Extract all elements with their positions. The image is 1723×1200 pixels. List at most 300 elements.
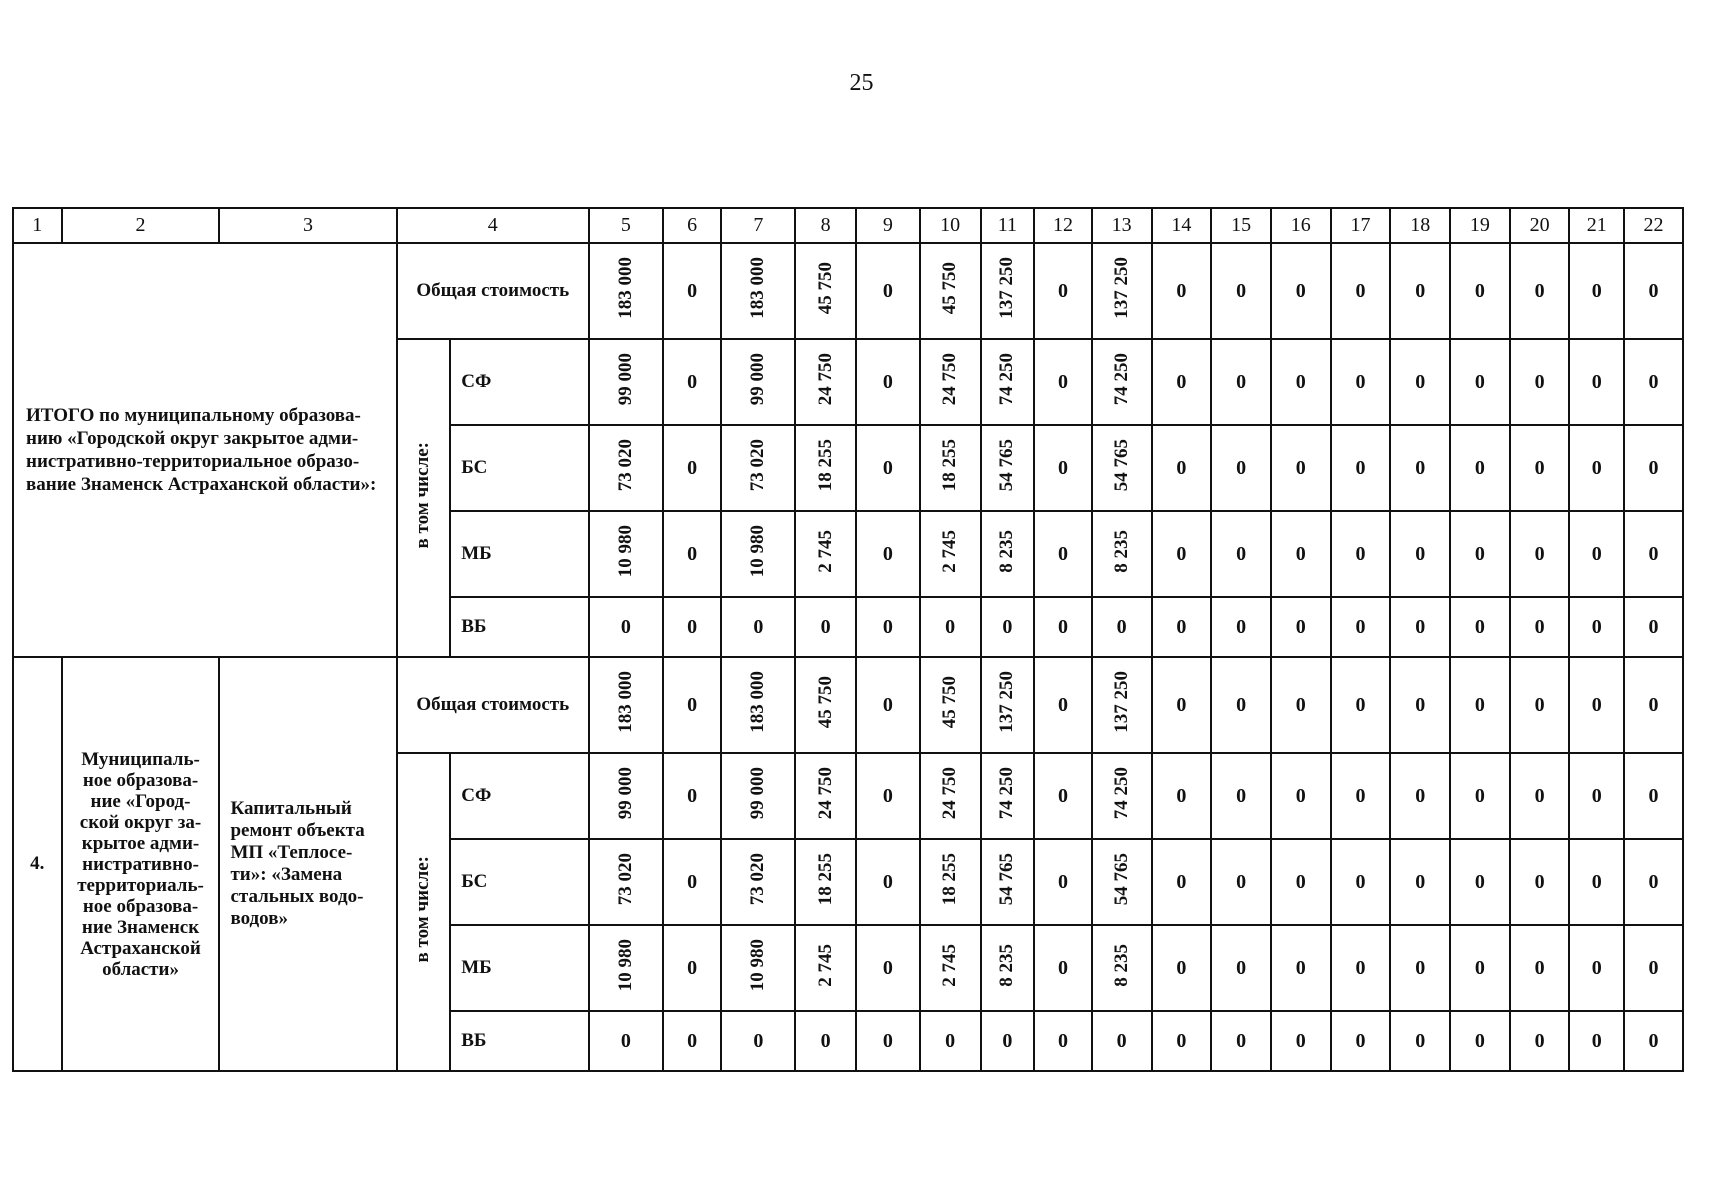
value-text: 0 bbox=[1415, 456, 1426, 479]
value-cell bbox=[1450, 597, 1510, 657]
value-text: 0 bbox=[1236, 542, 1247, 565]
value-text: 0 bbox=[1534, 370, 1545, 393]
value-cell bbox=[589, 1011, 663, 1071]
value-text: 0 bbox=[1591, 1029, 1602, 1052]
value-text: 0 bbox=[1176, 370, 1187, 393]
table-row bbox=[13, 243, 1683, 339]
value-text: 0 bbox=[753, 1029, 764, 1052]
value-cell bbox=[856, 243, 920, 339]
value-cell bbox=[981, 925, 1035, 1011]
value-text: 183 000 bbox=[747, 257, 769, 319]
value-text: 0 bbox=[1057, 456, 1068, 479]
value-text: 0 bbox=[1236, 693, 1247, 716]
value-cell bbox=[1624, 339, 1683, 425]
value-cell bbox=[795, 243, 856, 339]
value-text: 0 bbox=[1591, 870, 1602, 893]
value-text: 10 980 bbox=[747, 524, 769, 578]
value-cell bbox=[1450, 753, 1510, 839]
object-line: стальных водо- bbox=[230, 886, 364, 907]
value-cell bbox=[1152, 925, 1212, 1011]
header-cell: 8 bbox=[795, 208, 856, 243]
value-cell bbox=[981, 597, 1035, 657]
value-text: 0 bbox=[1474, 615, 1485, 638]
value-cell bbox=[1152, 839, 1212, 925]
header-cell: 11 bbox=[981, 208, 1035, 243]
value-cell bbox=[1510, 597, 1570, 657]
value-text: 0 bbox=[1236, 1029, 1247, 1052]
value-cell bbox=[920, 339, 981, 425]
object-name bbox=[219, 657, 396, 1071]
value-cell bbox=[1510, 243, 1570, 339]
value-cell bbox=[1510, 657, 1570, 753]
header-cell: 12 bbox=[1034, 208, 1092, 243]
value-text: 0 bbox=[753, 615, 764, 638]
value-cell bbox=[795, 339, 856, 425]
value-text: 0 bbox=[1415, 542, 1426, 565]
value-text: 0 bbox=[1415, 956, 1426, 979]
value-text: 74 250 bbox=[1110, 766, 1132, 820]
value-text: 137 250 bbox=[1110, 671, 1132, 733]
value-text: 0 bbox=[687, 615, 698, 638]
value-cell bbox=[1510, 839, 1570, 925]
value-cell bbox=[1331, 753, 1391, 839]
value-text: 0 bbox=[882, 870, 893, 893]
value-cell bbox=[795, 753, 856, 839]
object-line: ремонт объекта bbox=[230, 820, 365, 841]
value-text: 24 750 bbox=[939, 352, 961, 406]
value-cell bbox=[1390, 657, 1450, 753]
value-text: 0 bbox=[1591, 456, 1602, 479]
row-label: СФ bbox=[450, 339, 589, 425]
value-text: 24 750 bbox=[939, 766, 961, 820]
value-cell bbox=[589, 925, 663, 1011]
value-text: 0 bbox=[882, 370, 893, 393]
row-label: БС bbox=[450, 839, 589, 925]
value-cell bbox=[1034, 511, 1092, 597]
value-text: 0 bbox=[1355, 693, 1366, 716]
value-text: 0 bbox=[1355, 784, 1366, 807]
value-cell bbox=[589, 839, 663, 925]
value-cell bbox=[1211, 339, 1271, 425]
value-cell bbox=[1152, 753, 1212, 839]
value-cell bbox=[1390, 753, 1450, 839]
header-cell: 1 bbox=[13, 208, 62, 243]
value-text: 24 750 bbox=[814, 352, 836, 406]
value-text: 0 bbox=[945, 1029, 956, 1052]
value-text: 0 bbox=[1355, 542, 1366, 565]
value-cell bbox=[1390, 1011, 1450, 1071]
value-cell bbox=[1271, 597, 1331, 657]
value-text: 0 bbox=[1057, 615, 1068, 638]
value-cell bbox=[1624, 753, 1683, 839]
value-cell bbox=[1271, 839, 1331, 925]
value-cell bbox=[1092, 511, 1152, 597]
value-cell bbox=[1569, 597, 1624, 657]
value-cell bbox=[1271, 753, 1331, 839]
total-label-line: нию «Городской округ закрытое адми- bbox=[26, 428, 359, 449]
value-text: 0 bbox=[1591, 542, 1602, 565]
value-text: 0 bbox=[1355, 615, 1366, 638]
value-text: 0 bbox=[687, 1029, 698, 1052]
value-cell bbox=[1271, 511, 1331, 597]
object-line: водов» bbox=[230, 908, 288, 929]
municipality-line: Муниципаль- bbox=[81, 748, 200, 770]
value-cell bbox=[663, 243, 722, 339]
value-cell bbox=[1510, 425, 1570, 511]
object-line: Капитальный bbox=[230, 798, 352, 819]
value-text: 0 bbox=[1534, 456, 1545, 479]
value-cell bbox=[1569, 753, 1624, 839]
value-cell bbox=[1450, 425, 1510, 511]
value-cell bbox=[1211, 1011, 1271, 1071]
municipality-line: территориаль- bbox=[77, 874, 204, 896]
value-cell bbox=[589, 511, 663, 597]
value-cell bbox=[920, 1011, 981, 1071]
value-cell bbox=[981, 339, 1035, 425]
value-cell bbox=[1092, 753, 1152, 839]
value-text: 0 bbox=[820, 615, 831, 638]
value-cell bbox=[1331, 1011, 1391, 1071]
municipality-line: ние «Город- bbox=[90, 790, 191, 812]
header-cell: 4 bbox=[397, 208, 589, 243]
value-text: 0 bbox=[1474, 693, 1485, 716]
value-cell bbox=[1152, 1011, 1212, 1071]
value-cell bbox=[981, 1011, 1035, 1071]
value-cell bbox=[663, 753, 722, 839]
value-text: 183 000 bbox=[747, 671, 769, 733]
value-cell bbox=[1510, 1011, 1570, 1071]
value-cell bbox=[1569, 425, 1624, 511]
value-cell bbox=[1390, 597, 1450, 657]
value-text: 0 bbox=[1474, 870, 1485, 893]
value-text: 0 bbox=[687, 693, 698, 716]
value-text: 0 bbox=[1176, 693, 1187, 716]
value-text: 0 bbox=[1295, 1029, 1306, 1052]
header-cell: 6 bbox=[663, 208, 722, 243]
value-text: 137 250 bbox=[1110, 257, 1132, 319]
value-cell bbox=[1271, 657, 1331, 753]
header-cell: 14 bbox=[1152, 208, 1212, 243]
value-cell bbox=[663, 339, 722, 425]
value-cell bbox=[1450, 925, 1510, 1011]
value-cell bbox=[1331, 339, 1391, 425]
value-cell bbox=[1092, 425, 1152, 511]
value-text: 45 750 bbox=[939, 675, 961, 729]
value-text: 0 bbox=[1355, 870, 1366, 893]
value-text: 0 bbox=[1648, 542, 1659, 565]
value-cell bbox=[1034, 597, 1092, 657]
value-text: 0 bbox=[1116, 615, 1127, 638]
value-text: 0 bbox=[687, 542, 698, 565]
value-cell bbox=[1271, 1011, 1331, 1071]
value-text: 0 bbox=[1415, 693, 1426, 716]
value-text: 0 bbox=[1534, 279, 1545, 302]
header-cell: 16 bbox=[1271, 208, 1331, 243]
value-cell bbox=[1569, 243, 1624, 339]
value-text: 0 bbox=[1176, 1029, 1187, 1052]
value-text: 0 bbox=[1176, 956, 1187, 979]
value-text: 0 bbox=[1236, 279, 1247, 302]
value-text: 54 765 bbox=[1110, 852, 1132, 906]
value-text: 73 020 bbox=[614, 438, 636, 492]
value-text: 0 bbox=[1591, 370, 1602, 393]
value-text: 2 745 bbox=[814, 529, 836, 573]
header-cell: 18 bbox=[1390, 208, 1450, 243]
value-cell bbox=[981, 511, 1035, 597]
value-cell bbox=[1271, 339, 1331, 425]
value-text: 99 000 bbox=[614, 766, 636, 820]
value-text: 0 bbox=[882, 956, 893, 979]
row-label: ВБ bbox=[450, 597, 589, 657]
value-cell bbox=[663, 1011, 722, 1071]
value-cell bbox=[856, 839, 920, 925]
value-cell bbox=[1569, 339, 1624, 425]
value-cell bbox=[856, 657, 920, 753]
including-label-text: в том числе: bbox=[412, 441, 434, 549]
value-cell bbox=[1331, 511, 1391, 597]
value-text: 0 bbox=[687, 956, 698, 979]
row-label: ВБ bbox=[450, 1011, 589, 1071]
value-text: 0 bbox=[1057, 870, 1068, 893]
value-text: 8 235 bbox=[996, 529, 1018, 573]
value-text: 54 765 bbox=[1110, 438, 1132, 492]
value-cell bbox=[1331, 243, 1391, 339]
header-cell: 13 bbox=[1092, 208, 1152, 243]
value-cell bbox=[1331, 425, 1391, 511]
header-cell: 2 bbox=[62, 208, 220, 243]
value-cell bbox=[1034, 657, 1092, 753]
value-text: 0 bbox=[1474, 784, 1485, 807]
value-text: 0 bbox=[1295, 870, 1306, 893]
value-text: 0 bbox=[1534, 870, 1545, 893]
value-text: 0 bbox=[1176, 279, 1187, 302]
value-text: 0 bbox=[1295, 370, 1306, 393]
value-cell bbox=[920, 839, 981, 925]
value-text: 0 bbox=[1236, 456, 1247, 479]
value-text: 0 bbox=[1057, 693, 1068, 716]
municipality-line: Астраханской bbox=[80, 937, 201, 959]
header-cell: 19 bbox=[1450, 208, 1510, 243]
value-text: 0 bbox=[1295, 784, 1306, 807]
value-text: 0 bbox=[1474, 370, 1485, 393]
value-cell bbox=[589, 339, 663, 425]
value-text: 0 bbox=[1057, 784, 1068, 807]
value-text: 0 bbox=[882, 456, 893, 479]
value-text: 18 255 bbox=[939, 438, 961, 492]
value-cell bbox=[1034, 925, 1092, 1011]
value-text: 0 bbox=[882, 784, 893, 807]
including-label bbox=[397, 339, 451, 657]
value-text: 0 bbox=[820, 1029, 831, 1052]
total-label-line: ИТОГО по муниципальному образова- bbox=[26, 405, 361, 426]
value-cell bbox=[721, 657, 795, 753]
value-text: 0 bbox=[1002, 615, 1013, 638]
value-cell bbox=[795, 425, 856, 511]
value-text: 0 bbox=[1295, 615, 1306, 638]
value-text: 0 bbox=[1176, 784, 1187, 807]
value-cell bbox=[1152, 597, 1212, 657]
value-text: 73 020 bbox=[614, 852, 636, 906]
value-text: 2 745 bbox=[939, 529, 961, 573]
value-cell bbox=[920, 753, 981, 839]
value-text: 99 000 bbox=[614, 352, 636, 406]
value-cell bbox=[981, 425, 1035, 511]
total-label bbox=[13, 243, 397, 657]
value-cell bbox=[1510, 339, 1570, 425]
value-cell bbox=[1450, 511, 1510, 597]
value-cell bbox=[721, 243, 795, 339]
value-text: 0 bbox=[1295, 956, 1306, 979]
value-text: 18 255 bbox=[939, 852, 961, 906]
value-cell bbox=[1034, 425, 1092, 511]
value-text: 0 bbox=[1648, 956, 1659, 979]
value-cell bbox=[1390, 243, 1450, 339]
value-cell bbox=[1211, 753, 1271, 839]
value-cell bbox=[721, 597, 795, 657]
value-cell bbox=[856, 511, 920, 597]
header-row bbox=[13, 208, 1683, 243]
including-label bbox=[397, 753, 451, 1071]
value-text: 0 bbox=[1236, 784, 1247, 807]
value-text: 8 235 bbox=[1110, 943, 1132, 987]
value-text: 0 bbox=[1355, 279, 1366, 302]
value-cell bbox=[663, 425, 722, 511]
value-text: 183 000 bbox=[614, 257, 636, 319]
value-cell bbox=[589, 243, 663, 339]
value-cell bbox=[795, 657, 856, 753]
row-label: МБ bbox=[450, 511, 589, 597]
value-cell bbox=[1034, 1011, 1092, 1071]
row-label: БС bbox=[450, 425, 589, 511]
including-label-text: в том числе: bbox=[412, 855, 434, 963]
value-cell bbox=[1271, 925, 1331, 1011]
value-text: 0 bbox=[687, 456, 698, 479]
value-text: 0 bbox=[1057, 370, 1068, 393]
value-cell bbox=[1510, 925, 1570, 1011]
value-text: 0 bbox=[882, 542, 893, 565]
value-text: 74 250 bbox=[1110, 352, 1132, 406]
value-text: 0 bbox=[687, 870, 698, 893]
value-cell bbox=[663, 657, 722, 753]
value-text: 0 bbox=[620, 1029, 631, 1052]
value-text: 0 bbox=[1057, 956, 1068, 979]
value-text: 0 bbox=[1295, 542, 1306, 565]
value-text: 0 bbox=[1534, 1029, 1545, 1052]
value-cell bbox=[589, 597, 663, 657]
header-cell: 10 bbox=[920, 208, 981, 243]
value-cell bbox=[663, 597, 722, 657]
value-text: 0 bbox=[1236, 615, 1247, 638]
value-cell bbox=[1569, 657, 1624, 753]
value-text: 0 bbox=[882, 1029, 893, 1052]
value-text: 2 745 bbox=[939, 943, 961, 987]
value-cell bbox=[721, 839, 795, 925]
value-cell bbox=[1450, 339, 1510, 425]
value-text: 0 bbox=[1295, 456, 1306, 479]
value-text: 0 bbox=[1591, 279, 1602, 302]
value-text: 0 bbox=[1591, 615, 1602, 638]
value-cell bbox=[1034, 339, 1092, 425]
value-cell bbox=[721, 339, 795, 425]
value-text: 0 bbox=[1474, 279, 1485, 302]
value-cell bbox=[1390, 339, 1450, 425]
value-cell bbox=[1450, 839, 1510, 925]
table-row bbox=[13, 657, 1683, 753]
value-text: 0 bbox=[1648, 784, 1659, 807]
value-text: 0 bbox=[1415, 784, 1426, 807]
budget-table bbox=[12, 207, 1684, 1072]
value-text: 18 255 bbox=[814, 438, 836, 492]
value-text: 10 980 bbox=[747, 938, 769, 992]
value-cell bbox=[981, 657, 1035, 753]
value-text: 54 765 bbox=[996, 852, 1018, 906]
header-cell: 21 bbox=[1569, 208, 1624, 243]
value-cell bbox=[1510, 511, 1570, 597]
value-text: 183 000 bbox=[614, 671, 636, 733]
value-cell bbox=[1152, 425, 1212, 511]
value-cell bbox=[1211, 511, 1271, 597]
value-text: 137 250 bbox=[996, 671, 1018, 733]
value-text: 0 bbox=[1002, 1029, 1013, 1052]
value-text: 0 bbox=[1355, 956, 1366, 979]
value-cell bbox=[1271, 425, 1331, 511]
value-cell bbox=[795, 511, 856, 597]
header-cell: 7 bbox=[721, 208, 795, 243]
row-label-total-cost: Общая стоимость bbox=[397, 243, 589, 339]
value-cell bbox=[663, 839, 722, 925]
value-text: 0 bbox=[1591, 693, 1602, 716]
value-text: 0 bbox=[882, 279, 893, 302]
value-cell bbox=[1624, 925, 1683, 1011]
value-cell bbox=[981, 753, 1035, 839]
value-cell bbox=[1390, 925, 1450, 1011]
value-cell bbox=[1152, 339, 1212, 425]
municipality-line: ской округ за- bbox=[79, 811, 202, 833]
value-cell bbox=[1624, 511, 1683, 597]
value-text: 0 bbox=[1648, 279, 1659, 302]
value-cell bbox=[1034, 243, 1092, 339]
value-cell bbox=[795, 1011, 856, 1071]
value-text: 0 bbox=[1591, 784, 1602, 807]
municipality-line: ние Знаменск bbox=[81, 916, 200, 938]
value-cell bbox=[856, 597, 920, 657]
object-line: МП «Теплосе- bbox=[230, 842, 353, 863]
value-cell bbox=[1331, 839, 1391, 925]
value-cell bbox=[856, 1011, 920, 1071]
value-cell bbox=[920, 425, 981, 511]
value-cell bbox=[721, 925, 795, 1011]
value-cell bbox=[1624, 243, 1683, 339]
value-cell bbox=[1624, 839, 1683, 925]
value-cell bbox=[981, 839, 1035, 925]
value-cell bbox=[1569, 1011, 1624, 1071]
value-text: 73 020 bbox=[747, 438, 769, 492]
value-text: 54 765 bbox=[996, 438, 1018, 492]
value-text: 0 bbox=[1415, 870, 1426, 893]
value-cell bbox=[1152, 243, 1212, 339]
value-cell bbox=[1092, 925, 1152, 1011]
value-text: 0 bbox=[1648, 456, 1659, 479]
value-cell bbox=[1450, 1011, 1510, 1071]
value-cell bbox=[1092, 243, 1152, 339]
value-text: 0 bbox=[1474, 456, 1485, 479]
value-cell bbox=[1450, 657, 1510, 753]
value-text: 0 bbox=[882, 693, 893, 716]
value-cell bbox=[1271, 243, 1331, 339]
value-text: 0 bbox=[687, 784, 698, 807]
value-cell bbox=[920, 657, 981, 753]
value-text: 0 bbox=[1648, 370, 1659, 393]
